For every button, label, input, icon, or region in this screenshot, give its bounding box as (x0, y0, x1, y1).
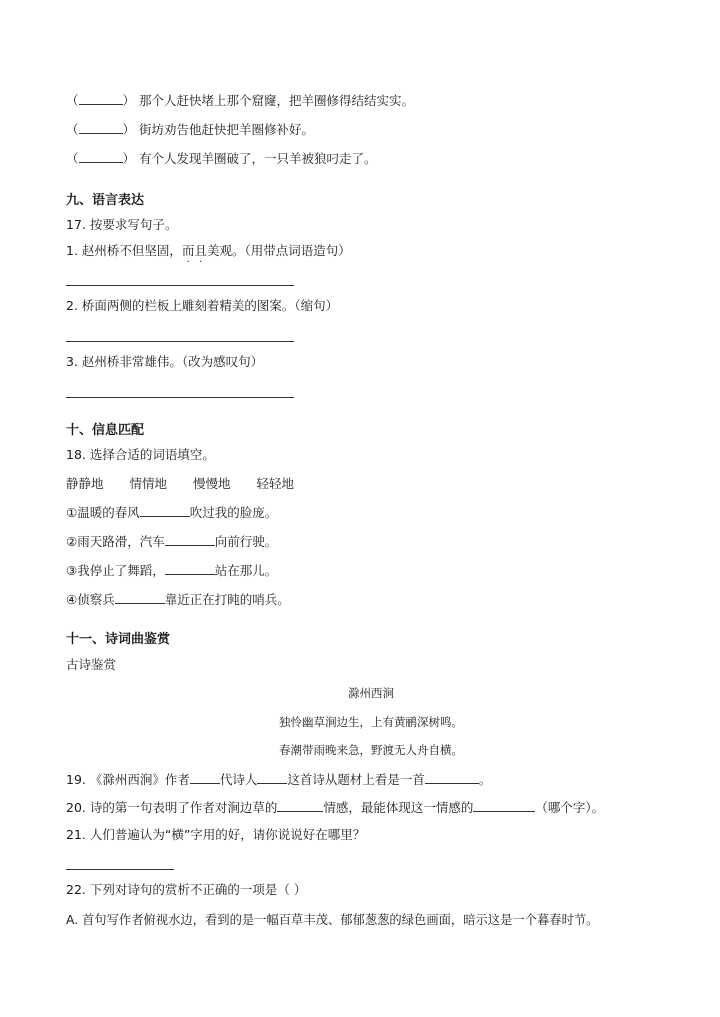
order-line-3 (66, 150, 377, 167)
q22-option-a[interactable]: A. 首句写作者俯视水边，看到的是一幅百草丰茂、郁郁葱葱的绿色画面，暗示这是一个暮春时节。 (66, 913, 599, 927)
order-sentence: 街坊劝告他赶快把羊圈修补好。 (139, 122, 315, 137)
q17-item-1 (66, 243, 351, 259)
word-option: 轻轻地 (256, 476, 295, 491)
fill-item-3 (66, 562, 277, 579)
section-9-title: 九、语言表达 (66, 193, 145, 208)
item-text: 美观。（用带点词语造句） (206, 243, 351, 258)
fill-text: ③我停止了舞蹈， (66, 563, 165, 578)
fill-item-1 (66, 504, 277, 521)
order-line-2 (66, 121, 314, 138)
answer-line-3[interactable] (66, 397, 294, 398)
answer-line-q21[interactable] (66, 869, 174, 870)
poem-line-1: 独怜幽草涧边生，上有黄鹂深树鸣。 (279, 715, 463, 729)
fill-item-2 (66, 533, 277, 550)
answer-blank[interactable] (79, 121, 123, 134)
fill-blank[interactable] (165, 562, 215, 575)
q20-text: 情感，最能体现这一情感的 (323, 800, 474, 815)
order-line-1 (66, 92, 414, 109)
order-sentence: 那个人赶快堵上那个窟窿，把羊圈修得结结实实。 (139, 93, 415, 108)
order-sentence: 有个人发现羊圈破了，一只羊被狼叼走了。 (139, 151, 377, 166)
word-option: 静静地 (66, 476, 104, 491)
q20 (66, 799, 604, 816)
q19-text: 代诗人 (219, 772, 258, 787)
poem-section-subtitle: 古诗鉴赏 (66, 657, 117, 672)
fill-blank[interactable] (425, 771, 479, 784)
q19-text: 。 (478, 772, 492, 787)
fill-text: 向前行驶。 (214, 534, 278, 549)
fill-item-4 (66, 591, 290, 608)
poem-line-2: 春潮带雨晚来急，野渡无人舟自横。 (279, 743, 463, 757)
answer-blank[interactable] (79, 92, 123, 105)
paren-open: （ (66, 151, 79, 166)
paren-close: ） (122, 151, 136, 166)
item-number: 2. (66, 298, 78, 313)
item-number: 1. (66, 243, 78, 258)
q18-prompt: 18. 选择合适的词语填空。 (66, 447, 215, 462)
answer-blank[interactable] (79, 150, 123, 163)
q20-text: 20. 诗的第一句表明了作者对涧边草的 (66, 800, 278, 815)
fill-blank[interactable] (140, 504, 190, 517)
fill-text: 靠近正在打盹的哨兵。 (164, 592, 290, 607)
q19-text: 这首诗从题材上看是一首 (287, 772, 425, 787)
paren-close: ） (122, 93, 136, 108)
fill-blank[interactable] (165, 533, 215, 546)
q17-item-2 (66, 298, 338, 314)
fill-text: 站在那儿。 (214, 563, 278, 578)
item-number: 3. (66, 354, 78, 369)
dotted-char: 且 (194, 243, 207, 258)
poem-title: 滁州西涧 (348, 686, 394, 700)
section-10-title: 十、信息匹配 (66, 423, 145, 438)
section-11-title: 十一、诗词曲鉴赏 (66, 632, 171, 647)
q20-text: （哪个字）。 (535, 800, 605, 815)
q22: 22. 下列对诗句的赏析不正确的一项是（ ） (66, 882, 307, 897)
item-text: 赵州桥非常雄伟。（改为感叹句） (81, 354, 264, 369)
word-bank (66, 476, 316, 492)
q19 (66, 771, 491, 788)
q21: 21. 人们普遍认为“横”字用的好，请你说说好在哪里？ (66, 827, 366, 842)
q17-prompt: 17. 按要求写句子。 (66, 217, 178, 232)
q17-item-3 (66, 354, 263, 370)
item-text: 赵州桥不但坚固， (81, 243, 182, 258)
paren-close: ） (122, 122, 136, 137)
fill-blank[interactable] (257, 771, 287, 784)
fill-text: ②雨天路滑，汽车 (66, 534, 165, 549)
fill-blank[interactable] (473, 799, 535, 812)
fill-text: ④侦察兵 (66, 592, 115, 607)
answer-line-2[interactable] (66, 341, 294, 342)
q19-text: 19. 《滁州西涧》作者 (66, 772, 190, 787)
fill-blank[interactable] (115, 591, 165, 604)
fill-text: ①温暖的春风 (66, 505, 140, 520)
paren-open: （ (66, 122, 79, 137)
fill-blank[interactable] (277, 799, 323, 812)
answer-line-1[interactable] (66, 285, 294, 286)
dotted-char: 而 (181, 243, 195, 258)
fill-text: 吹过我的脸庞。 (189, 505, 278, 520)
fill-blank[interactable] (190, 771, 220, 784)
word-option: 慢慢地 (193, 476, 231, 491)
item-text: 桥面两侧的栏板上雕刻着精美的图案。（缩句） (81, 298, 339, 313)
word-option: 情情地 (129, 476, 168, 491)
paren-open: （ (66, 93, 79, 108)
